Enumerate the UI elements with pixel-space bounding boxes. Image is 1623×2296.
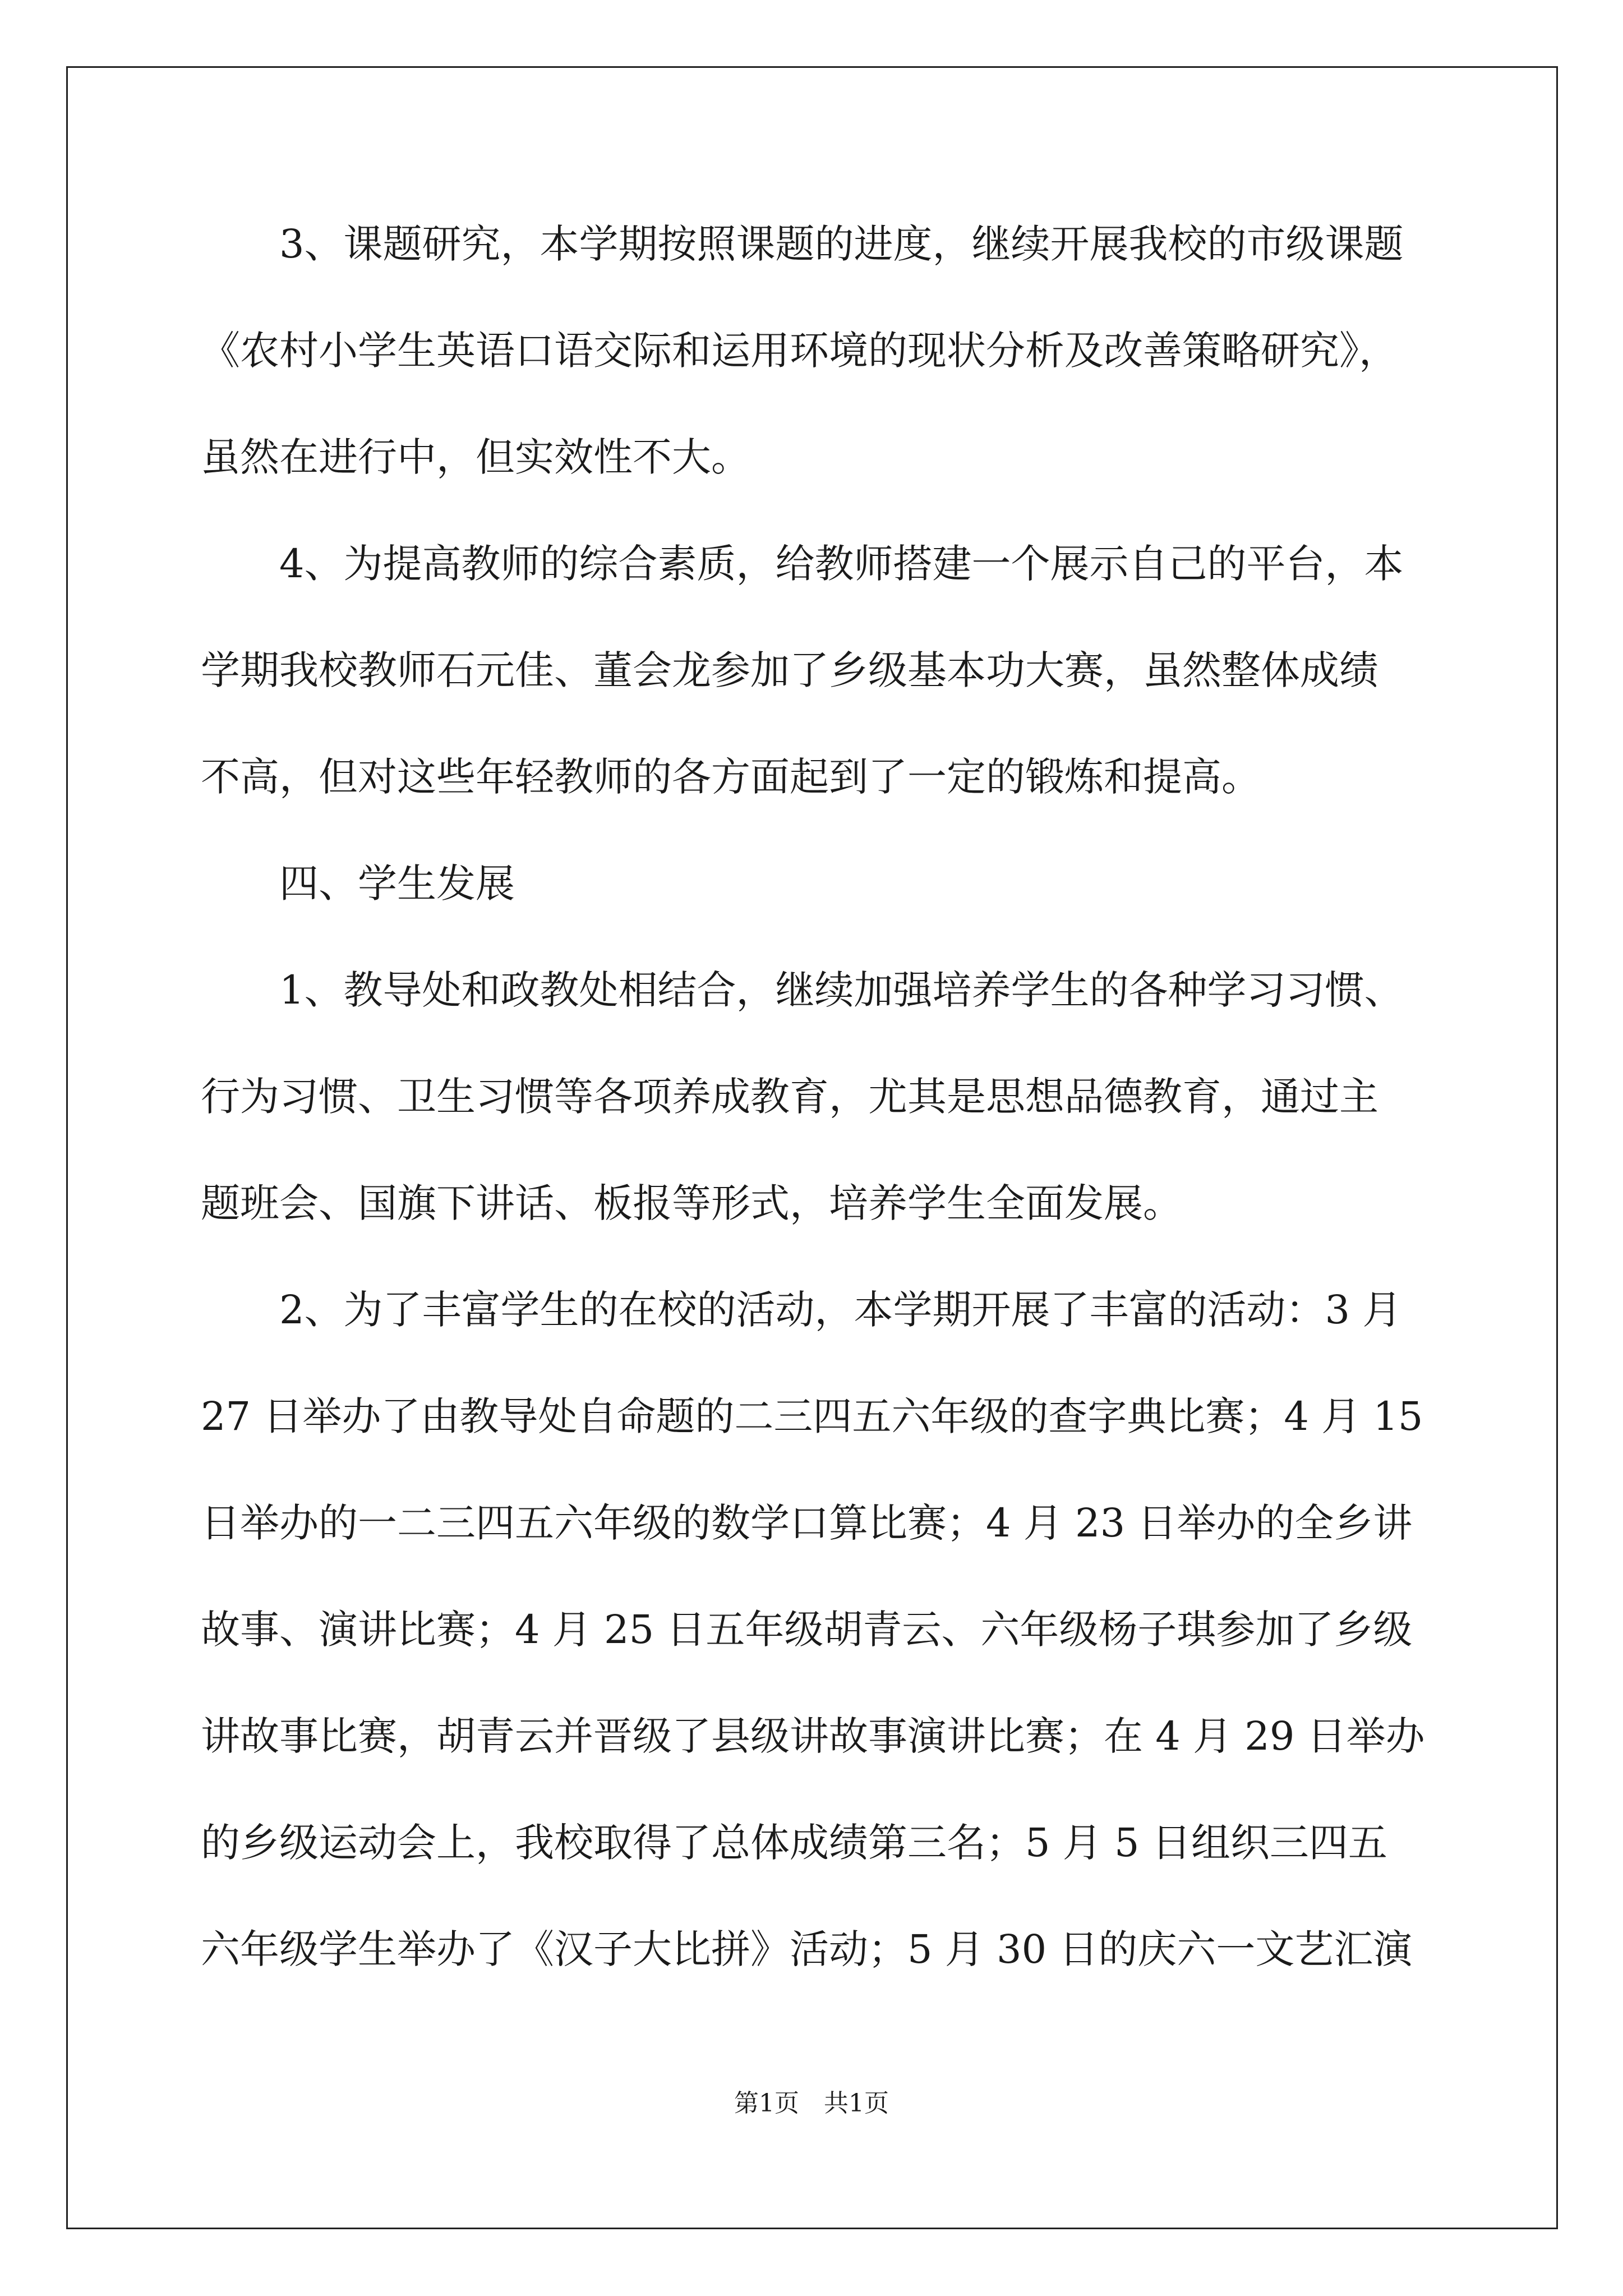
paragraph-line: 六年级学生举办了《汉子大比拼》活动；5 月 30 日的庆六一文艺汇演 bbox=[201, 1926, 1413, 1972]
paragraph-line: 题班会、国旗下讲话、板报等形式，培养学生全面发展。 bbox=[201, 1180, 1182, 1226]
paragraph-line: 4、为提高教师的综合素质，给教师搭建一个展示自己的平台，本 bbox=[279, 541, 1404, 587]
section-heading: 四、学生发展 bbox=[279, 861, 515, 907]
paragraph-line: 不高，但对这些年轻教师的各方面起到了一定的锻炼和提高。 bbox=[201, 754, 1261, 800]
paragraph-line: 讲故事比赛，胡青云并晋级了县级讲故事演讲比赛；在 4 月 29 日举办 bbox=[201, 1713, 1425, 1759]
paragraph-line: 3、课题研究，本学期按照课题的进度，继续开展我校的市级课题 bbox=[279, 221, 1404, 267]
page-border bbox=[66, 66, 1558, 2229]
paragraph-line: 的乡级运动会上，我校取得了总体成绩第三名；5 月 5 日组织三四五 bbox=[201, 1820, 1387, 1866]
paragraph-line: 故事、演讲比赛；4 月 25 日五年级胡青云、六年级杨子琪参加了乡级 bbox=[201, 1607, 1413, 1653]
paragraph-line: 27 日举办了由教导处自命题的二三四五六年级的查字典比赛；4 月 15 bbox=[201, 1393, 1423, 1439]
paragraph-line: 1、教导处和政教处相结合，继续加强培养学生的各种学习习惯、 bbox=[279, 967, 1404, 1013]
paragraph-line: 行为习惯、卫生习惯等各项养成教育，尤其是思想品德教育，通过主 bbox=[201, 1074, 1378, 1120]
paragraph-line: 《农村小学生英语口语交际和运用环境的现状分析及改善策略研究》， bbox=[201, 328, 1398, 374]
paragraph-line: 2、为了丰富学生的在校的活动，本学期开展了丰富的活动：3 月 bbox=[279, 1287, 1402, 1333]
paragraph-line: 学期我校教师石元佳、董会龙参加了乡级基本功大赛，虽然整体成绩 bbox=[201, 647, 1378, 693]
paragraph-line: 虽然在进行中，但实效性不大。 bbox=[201, 434, 750, 480]
page-number-footer: 第1页 共1页 bbox=[734, 2089, 889, 2118]
paragraph-line: 日举办的一二三四五六年级的数学口算比赛；4 月 23 日举办的全乡讲 bbox=[201, 1500, 1413, 1546]
